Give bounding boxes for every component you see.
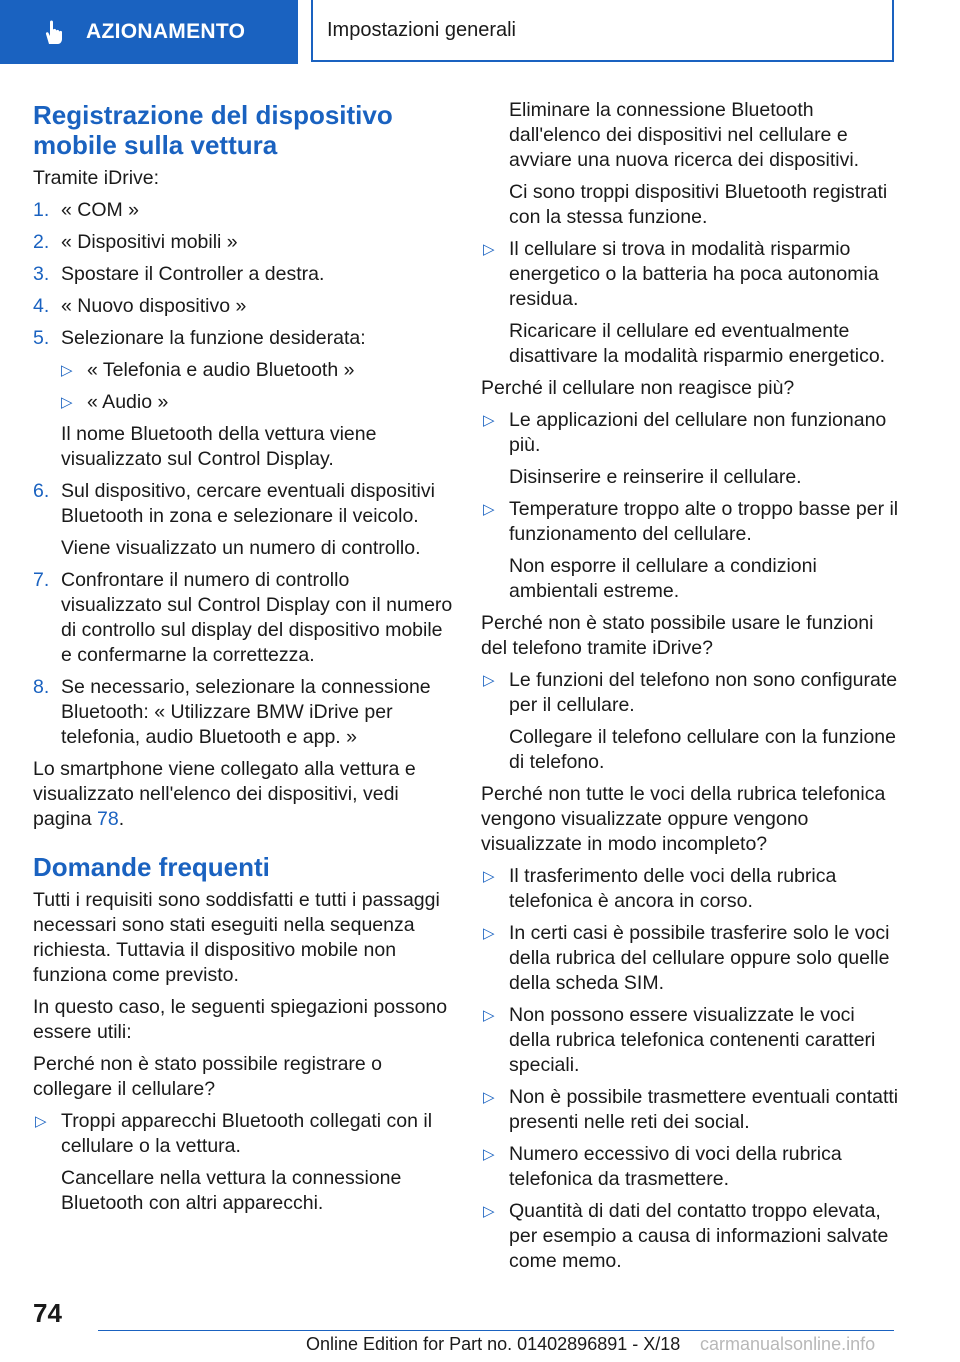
- intro-text: Tramite iDrive:: [33, 167, 160, 189]
- bullet-item: ▷ Non possono essere visualizzate le voci della rubrica telefonica contenenti caratteri speciali.: [483, 1004, 876, 1076]
- page-number: 74: [33, 1298, 62, 1328]
- step-item: [33, 230, 453, 255]
- bullet-note: Cancellare nella vettura la connessione Bluetooth con altri apparecchi.: [61, 1167, 402, 1214]
- heading-registration: Registrazione del dispositivo mobile sulla vettura: [33, 100, 393, 160]
- triangle-bullet-icon: ▷: [483, 1007, 495, 1024]
- outro-paragraph: Lo smartphone viene collegato alla vettura e visualizzato nell'elenco dei dispositivi, vedi pagina 78.: [33, 758, 416, 830]
- triangle-bullet-icon: ▷: [61, 362, 73, 379]
- bullet-continuation: [481, 98, 901, 230]
- bullet-item: ▷ Quantità di dati del contatto troppo elevata, per esempio a causa di informazioni salvate come memo.: [483, 1200, 889, 1272]
- bullet-item: ▷ Il trasferimento delle voci della rubrica telefonica è ancora in corso.: [483, 865, 837, 912]
- step-number: 7.: [33, 569, 50, 591]
- triangle-bullet-icon: ▷: [483, 925, 495, 942]
- step-number: 6.: [33, 480, 50, 502]
- bullet-note: Disinserire e reinserire il cellulare.: [509, 466, 802, 488]
- triangle-bullet-icon: ▷: [61, 394, 73, 411]
- triangle-bullet-icon: ▷: [35, 1113, 47, 1130]
- watermark: carmanualsonline.info: [700, 1334, 876, 1354]
- step-text: Se necessario, selezionare la connessione Bluetooth: « Utilizzare BMW iDrive per telefonia, audio Bluetooth e app. »: [61, 676, 431, 748]
- triangle-bullet-icon: ▷: [483, 1203, 495, 1220]
- step-item: [33, 262, 453, 287]
- faq-question: Perché il cellulare non reagisce più?: [481, 377, 795, 399]
- step-text: Sul dispositivo, cercare eventuali dispositivi Bluetooth in zona e selezionare il veicolo.: [61, 480, 435, 527]
- step-item: [33, 294, 453, 319]
- section-title: Impostazioni generali: [311, 0, 894, 62]
- sub-list: [61, 358, 453, 415]
- bullet-note: Ci sono troppi dispositivi Bluetooth registrati con la stessa funzione.: [509, 181, 888, 228]
- chapter-title: AZIONAMENTO: [86, 20, 246, 43]
- step-number: 8.: [33, 676, 50, 698]
- step-item: [33, 675, 453, 750]
- step-text: « Nuovo dispositivo »: [61, 295, 247, 317]
- triangle-bullet-icon: ▷: [483, 1146, 495, 1163]
- heading-faq: Domande frequenti: [33, 852, 270, 882]
- step-number: 5.: [33, 327, 50, 349]
- left-column: [33, 100, 453, 1223]
- bullet-list: [481, 408, 901, 604]
- step-text: Confrontare il numero di controllo visualizzato sul Control Display con il numero di controllo sul display del dispositivo mobile e confermarne la correttezza.: [61, 569, 453, 666]
- bullet-item: ▷ Le applicazioni del cellulare non funzionano più. Disinserire e reinserire il cellulare.: [481, 408, 901, 490]
- step-item: [33, 568, 453, 668]
- step-text: Spostare il Controller a destra.: [61, 263, 325, 285]
- bullet-list: [481, 668, 901, 775]
- bullet-item: ▷ Numero eccessivo di voci della rubrica telefonica da trasmettere.: [483, 1143, 842, 1190]
- sub-item: ▷ « Audio »: [61, 391, 169, 413]
- step-number: 1.: [33, 199, 50, 221]
- bullet-list: [481, 98, 901, 369]
- bullet-item: ▷ Troppi apparecchi Bluetooth collegati con il cellulare o la vettura. Cancellare nella vettura la connessione Bluetooth con altri apparecchi.: [33, 1109, 453, 1216]
- step-text: « Dispositivi mobili »: [61, 231, 238, 253]
- footer-divider: [98, 1330, 894, 1331]
- page-link[interactable]: 78: [96, 808, 119, 830]
- step-number: 3.: [33, 263, 50, 285]
- steps-list: [33, 198, 453, 750]
- bullet-item: ▷ Il cellulare si trova in modalità risparmio energetico o la batteria ha poca autonomia residua. Ricaricare il cellulare ed eventualmente disattivare la modalità risparmio energetico.: [481, 237, 901, 369]
- step-text: Selezionare la funzione desiderata:: [61, 327, 366, 349]
- faq-question: Perché non è stato possibile usare le funzioni del telefono tramite iDrive?: [481, 612, 874, 659]
- step-note: Viene visualizzato un numero di controllo.: [61, 537, 421, 559]
- step-number: 2.: [33, 231, 50, 253]
- hand-tap-icon: [36, 14, 72, 50]
- bullet-note: Eliminare la connessione Bluetooth dall'elenco dei dispositivi nel cellulare e avviare una nuova ricerca dei dispositivi.: [509, 99, 860, 171]
- bullet-item: ▷ Temperature troppo alte o troppo basse per il funzionamento del cellulare. Non esporre il cellulare a condizioni ambientali estreme.: [481, 497, 901, 604]
- triangle-bullet-icon: ▷: [483, 241, 495, 258]
- bullet-note: Non esporre il cellulare a condizioni ambientali estreme.: [509, 555, 817, 602]
- triangle-bullet-icon: ▷: [483, 672, 495, 689]
- bullet-item: ▷ In certi casi è possibile trasferire solo le voci della rubrica del cellulare oppure solo quelle della scheda SIM.: [483, 922, 890, 994]
- step-item: [33, 326, 453, 472]
- bullet-list: [481, 864, 901, 1274]
- triangle-bullet-icon: ▷: [483, 1089, 495, 1106]
- triangle-bullet-icon: ▷: [483, 868, 495, 885]
- bullet-item: ▷ Non è possibile trasmettere eventuali contatti presenti nelle reti dei social.: [483, 1086, 899, 1133]
- bullet-list: [33, 1109, 453, 1216]
- bullet-note: Collegare il telefono cellulare con la funzione di telefono.: [509, 726, 896, 773]
- right-column: [481, 98, 901, 1281]
- bullet-note: Ricaricare il cellulare ed eventualmente disattivare la modalità risparmio energetico.: [509, 320, 886, 367]
- step-item: [33, 198, 453, 223]
- step-number: 4.: [33, 295, 50, 317]
- edition-text: Online Edition for Part no. 01402896891 - X/18: [306, 1334, 681, 1354]
- sub-item: ▷ « Telefonia e audio Bluetooth »: [61, 359, 355, 381]
- faq-paragraph: In questo caso, le seguenti spiegazioni possono essere utili:: [33, 996, 448, 1043]
- step-item: [33, 479, 453, 561]
- triangle-bullet-icon: ▷: [483, 501, 495, 518]
- step-text: « COM »: [61, 199, 140, 221]
- chapter-tab: [0, 0, 298, 64]
- bullet-item: ▷ Le funzioni del telefono non sono configurate per il cellulare. Collegare il telefono cellulare con la funzione di telefono.: [481, 668, 901, 775]
- faq-paragraph: Tutti i requisiti sono soddisfatti e tutti i passaggi necessari sono stati eseguiti nella sequenza richiesta. Tuttavia il dispositivo mobile non funziona come previsto.: [33, 889, 440, 986]
- faq-question: Perché non è stato possibile registrare o collegare il cellulare?: [33, 1053, 383, 1100]
- step-note: Il nome Bluetooth della vettura viene visualizzato sul Control Display.: [61, 423, 377, 470]
- triangle-bullet-icon: ▷: [483, 412, 495, 429]
- faq-question: Perché non tutte le voci della rubrica telefonica vengono visualizzate oppure vengono visualizzate in modo incompleto?: [481, 783, 886, 855]
